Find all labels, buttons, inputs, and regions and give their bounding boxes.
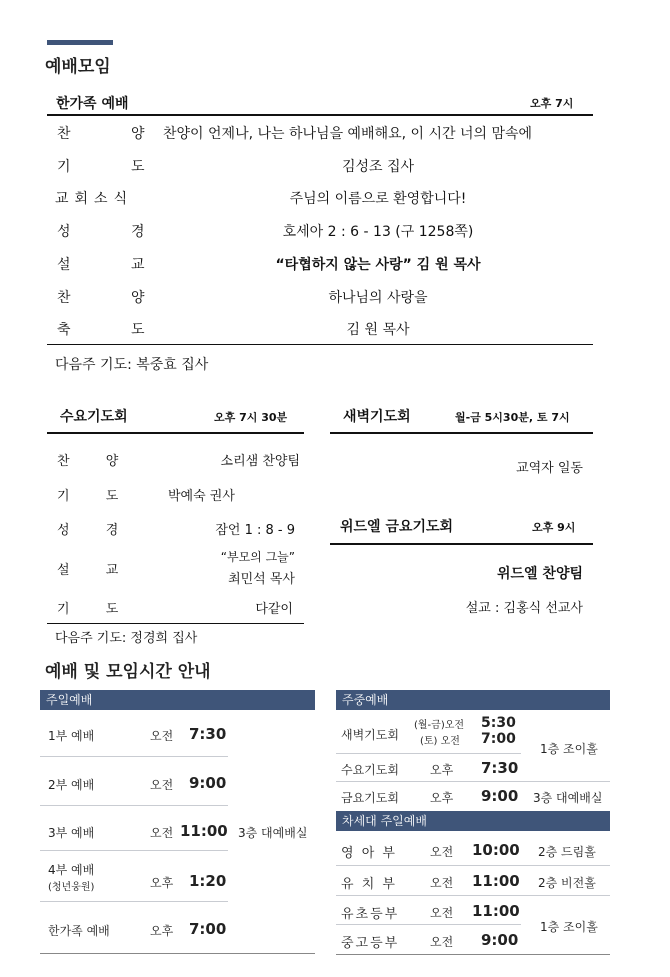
divider (47, 344, 593, 345)
row-divider (40, 805, 228, 806)
service-ampm: (월-금)오전 (414, 720, 465, 731)
row-value: 호세아 2 : 6 - 13 (구 1258쪽) (282, 224, 474, 240)
row-label: 성 경 (57, 224, 173, 240)
divider (47, 432, 304, 434)
friday-time: 오후 9시 (532, 521, 576, 534)
friday-title: 위드엘 금요기도회 (340, 519, 454, 535)
service-time: 11:00 (472, 902, 520, 920)
service-time: 7:00 (481, 731, 516, 747)
row-divider (40, 953, 315, 954)
wednesday-time: 오후 7시 30분 (214, 411, 288, 424)
family-service-title: 한가족 예배 (56, 96, 129, 112)
row-divider (336, 895, 610, 896)
schedule-title: 예배 및 모임시간 안내 (45, 662, 211, 682)
header-accent-bar (47, 40, 113, 45)
friday-team: 위드엘 찬양팀 (496, 566, 583, 582)
row-label: 교회소식 (55, 191, 134, 207)
service-name: 금요기도회 (341, 791, 399, 805)
nextgen-header: 차세대 주일예배 (336, 811, 610, 831)
service-ampm: 오후 (430, 763, 454, 777)
service-name: 4부 예배 (48, 863, 95, 877)
row-value: “타협하지 않는 사랑” 김 원 목사 (275, 257, 481, 273)
row-divider (336, 865, 610, 866)
row-label: 설 교 (57, 563, 135, 578)
row-label: 설 교 (57, 257, 173, 273)
family-service-time: 오후 7시 (530, 97, 574, 110)
service-time: 5:30 (481, 715, 516, 731)
row-label: 찬 양 (57, 126, 173, 142)
row-divider (40, 756, 228, 757)
row-label: 기 도 (57, 489, 135, 504)
service-ampm: 오전 (150, 778, 174, 792)
service-ampm: 오전 (430, 845, 454, 859)
service-ampm: (토) 오전 (420, 736, 460, 747)
service-name: 영 아 부 (341, 846, 397, 861)
service-name: 중고등부 (341, 936, 400, 951)
row-value: 다같이 (255, 602, 293, 617)
dawn-place: 1층 조이홀 (540, 742, 598, 756)
service-time: 11:00 (472, 872, 520, 890)
service-place: 2층 비전홀 (538, 876, 596, 890)
row-label: 성 경 (57, 523, 135, 538)
service-time: 10:00 (472, 841, 520, 859)
dawn-title: 새벽기도회 (343, 409, 411, 425)
row-divider (40, 901, 228, 902)
service-ampm: 오후 (150, 876, 174, 890)
row-label: 찬 양 (57, 290, 173, 306)
row-value: 박예숙 권사 (168, 489, 235, 504)
row-value-2: 최민석 목사 (228, 572, 295, 587)
row-divider (336, 781, 610, 782)
service-ampm: 오전 (430, 935, 454, 949)
service-time: 9:00 (481, 787, 519, 805)
service-name: 새벽기도회 (341, 728, 399, 742)
row-value: “부모의 그늘” (220, 550, 295, 564)
service-name: 3부 예배 (48, 826, 95, 840)
service-time: 11:00 (180, 822, 228, 840)
service-time: 1:20 (189, 872, 227, 890)
service-time: 7:00 (189, 920, 227, 938)
row-divider (336, 753, 521, 754)
row-divider (336, 954, 610, 955)
service-ampm: 오전 (150, 729, 174, 743)
row-label: 기 도 (57, 159, 173, 175)
wednesday-title: 수요기도회 (60, 409, 128, 425)
divider (330, 432, 593, 434)
page-title: 예배모임 (45, 57, 111, 77)
row-label: 찬 양 (57, 454, 135, 469)
row-value: 주님의 이름으로 환영합니다! (289, 191, 467, 207)
row-divider (336, 924, 521, 925)
sunday-header: 주일예배 (40, 690, 315, 710)
service-ampm: 오후 (430, 791, 454, 805)
dawn-time: 월-금 5시30분, 토 7시 (455, 411, 570, 424)
service-time: 9:00 (481, 931, 519, 949)
row-value: 김성조 집사 (341, 159, 415, 175)
sunday-place: 3층 대예배실 (238, 826, 308, 840)
row-value: 찬양이 언제나, 나는 하나님을 예배해요, 이 시간 너의 맘속에 (163, 126, 533, 142)
divider (330, 543, 593, 545)
service-place: 2층 드림홀 (538, 845, 596, 859)
service-name: 수요기도회 (341, 763, 399, 777)
row-divider (40, 850, 228, 851)
service-name: 1부 예배 (48, 729, 95, 743)
row-value: 소리샘 찬양팀 (220, 454, 300, 469)
service-ampm: 오전 (430, 876, 454, 890)
service-ampm: 오후 (150, 924, 174, 938)
divider (47, 114, 593, 116)
service-name: 한가족 예배 (48, 924, 110, 938)
service-name: 유 치 부 (341, 877, 397, 892)
service-time: 9:00 (189, 774, 227, 792)
row-value: 김 원 목사 (346, 322, 410, 338)
service-name: 2부 예배 (48, 778, 95, 792)
service-ampm: 오전 (150, 826, 174, 840)
row-value: 하나님의 사랑을 (328, 290, 428, 306)
divider (47, 623, 304, 624)
row-value: 잠언 1 : 8 - 9 (215, 523, 295, 538)
shared-place: 1층 조이홀 (540, 920, 598, 934)
row-label: 기 도 (57, 602, 135, 617)
service-ampm: 오전 (430, 906, 454, 920)
service-sub: (청년웅원) (48, 882, 95, 893)
weekday-header: 주중예배 (336, 690, 610, 710)
wednesday-next-prayer: 다음주 기도: 정경희 집사 (55, 631, 198, 646)
family-next-prayer: 다음주 기도: 복중효 집사 (55, 357, 209, 373)
row-label: 축 도 (57, 322, 173, 338)
dawn-leader: 교역자 일동 (516, 461, 583, 476)
friday-sermon: 설교 : 김홍식 선교사 (465, 601, 583, 616)
service-time: 7:30 (481, 759, 519, 777)
fri-place: 3층 대예배실 (533, 791, 603, 805)
service-name: 유초등부 (341, 907, 400, 922)
service-time: 7:30 (189, 725, 227, 743)
